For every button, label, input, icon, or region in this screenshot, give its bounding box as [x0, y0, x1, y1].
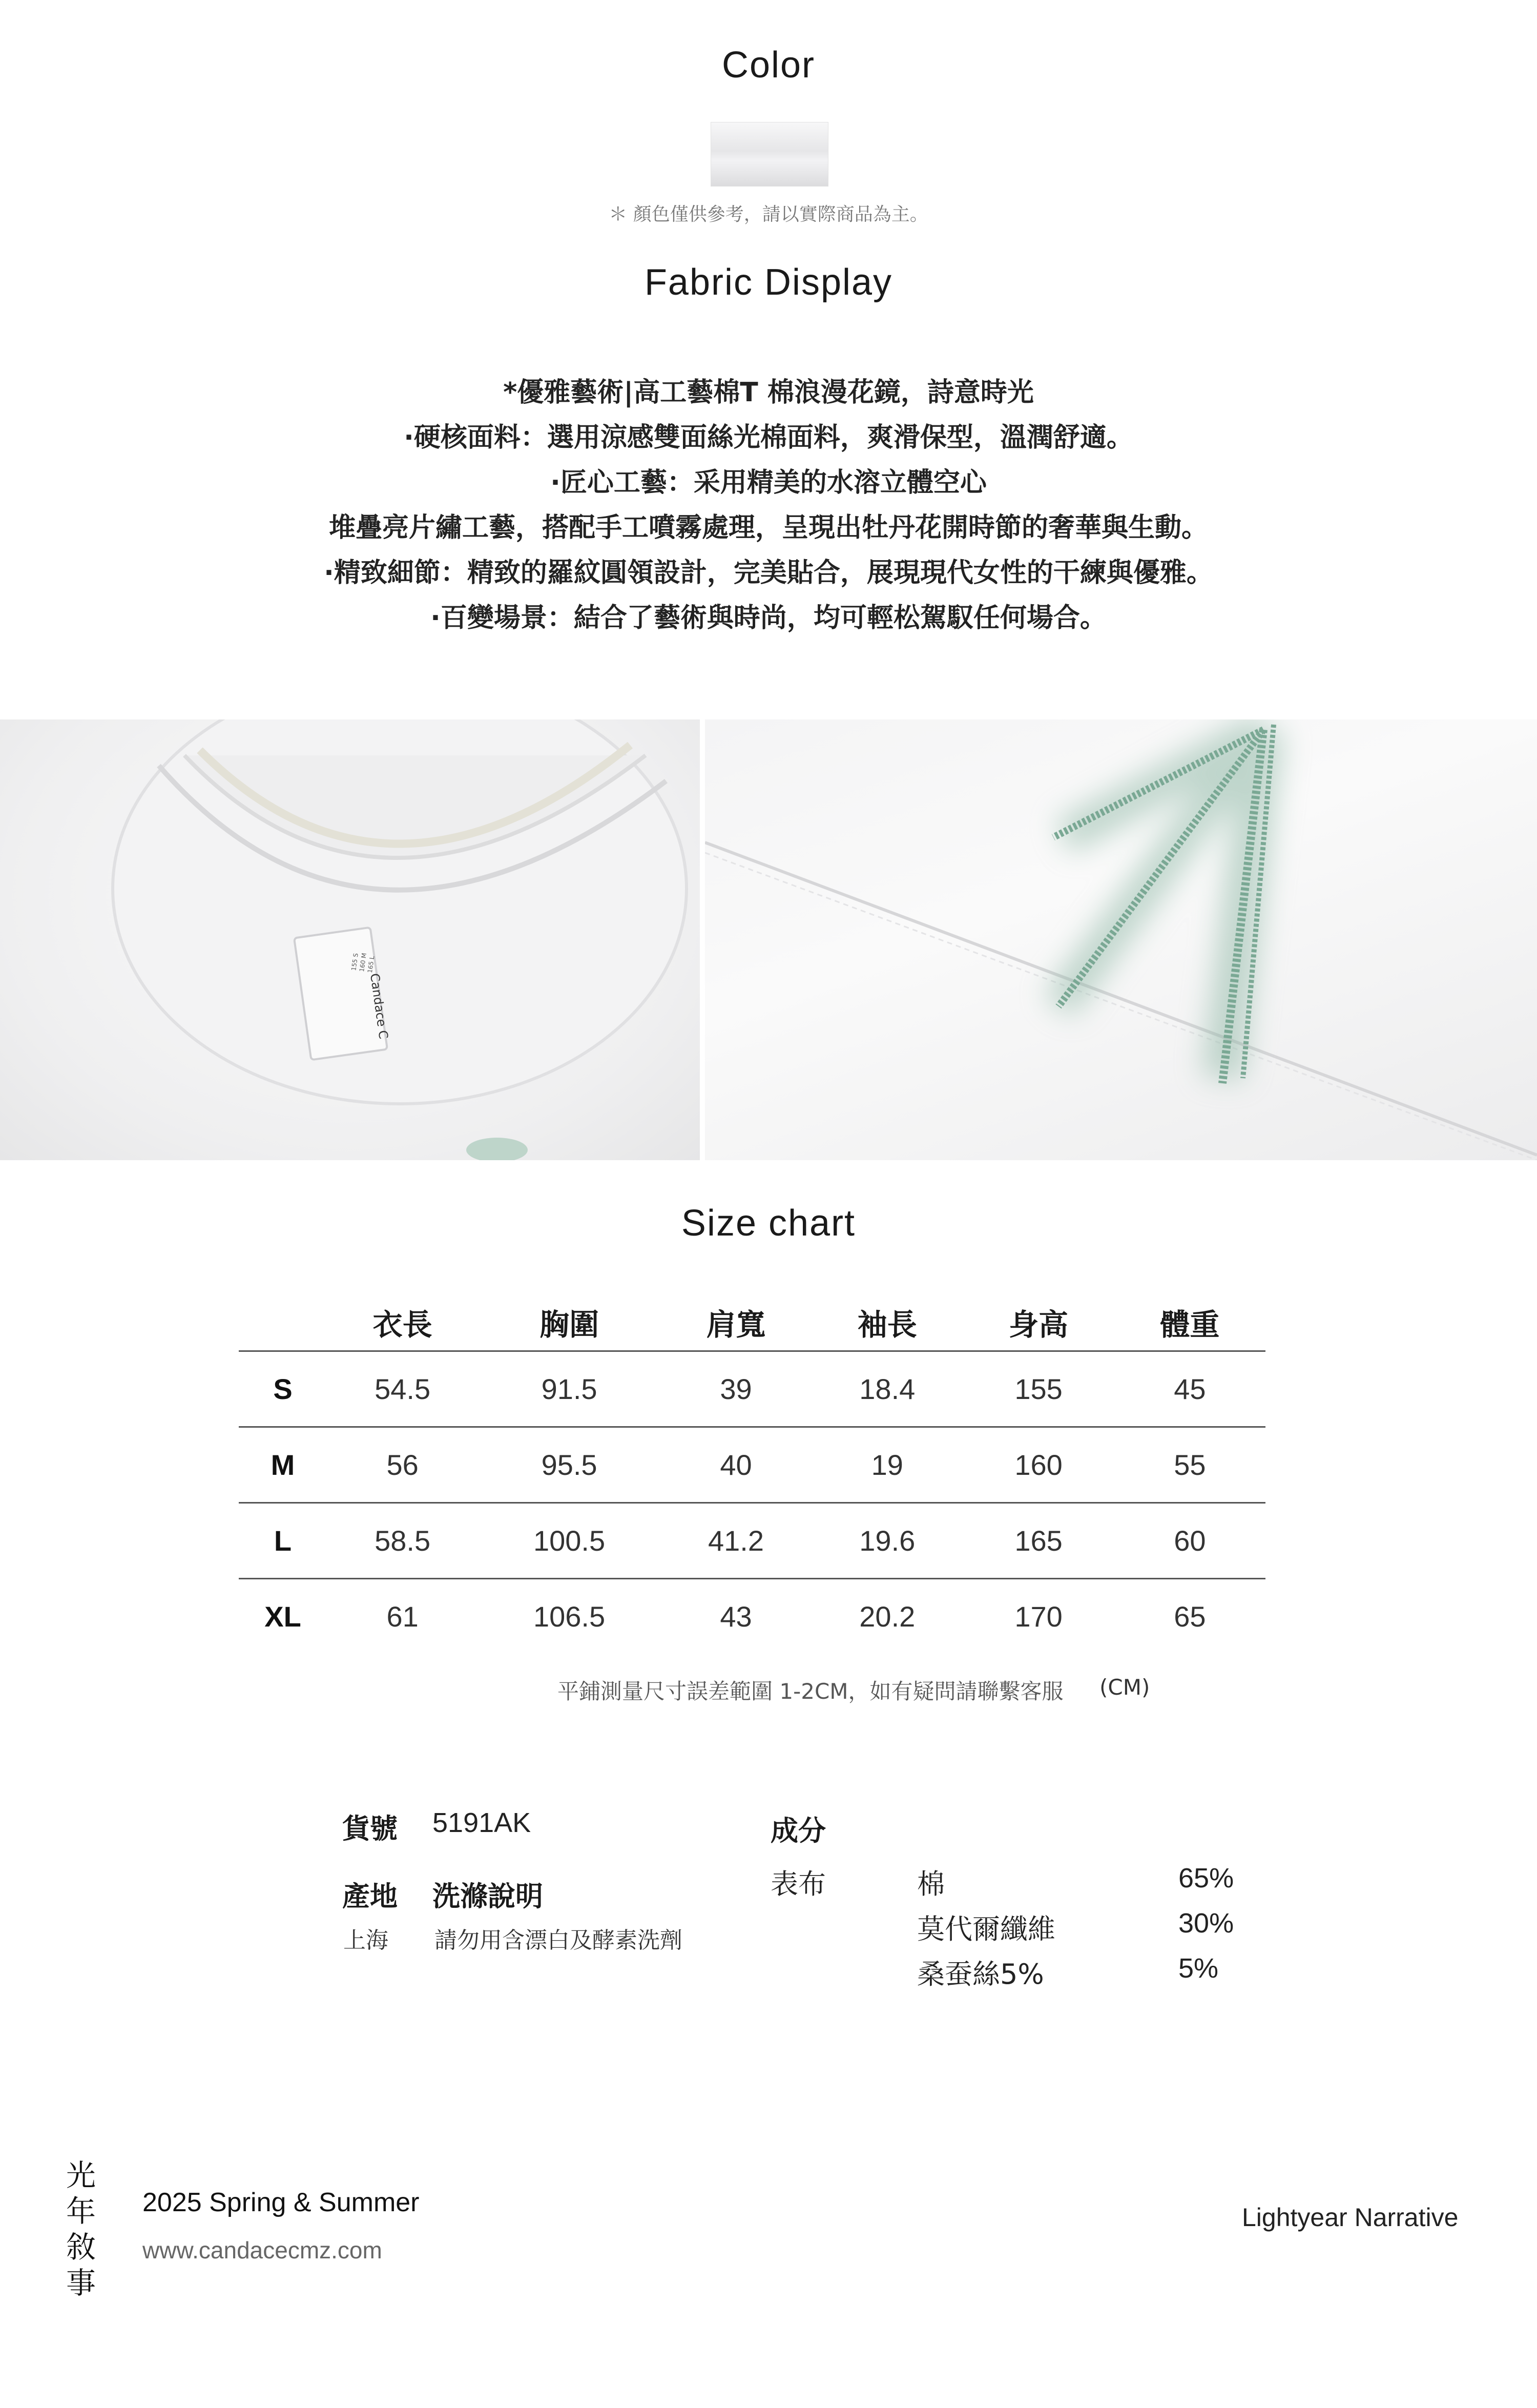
size-cell: 155	[963, 1351, 1114, 1427]
size-cell: 54.5	[327, 1351, 478, 1427]
fabric-line: ·精致細節：精致的羅紋圓領設計，完美貼合，展現現代女性的干練與優雅。	[324, 558, 1213, 588]
website-link[interactable]: www.candacecmz.com	[142, 2237, 382, 2263]
size-chart-title: Size chart	[681, 1203, 856, 1244]
tagline-text: Lightyear Narrative	[1242, 2203, 1459, 2232]
wash-instructions: 請勿用含漂白及酵素洗劑	[434, 1927, 682, 1953]
size-header-blank	[239, 1294, 327, 1351]
material-name: 桑蚕絲5%	[917, 1958, 1044, 1990]
brand-label: Candace	[367, 972, 389, 1028]
size-header: 身高	[963, 1294, 1114, 1351]
origin-label: 產地	[342, 1880, 398, 1912]
embroidery-detail-photo	[705, 719, 1537, 1160]
material-pct: 5%	[1178, 1953, 1219, 1984]
size-chart-table	[239, 1294, 1265, 1654]
size-cell: 91.5	[478, 1351, 660, 1427]
table-row	[239, 1579, 1265, 1654]
size-unit: (CM)	[1099, 1675, 1150, 1700]
size-cell: 65	[1174, 1600, 1206, 1633]
care-tag-text: 155 S 160 M 165 L	[350, 952, 376, 974]
logo-char: 事	[66, 2266, 96, 2300]
size-cell: 100.5	[478, 1503, 660, 1579]
size-chart-header-row	[239, 1294, 1265, 1351]
size-cell: 106.5	[533, 1600, 606, 1633]
color-title: Color	[721, 45, 816, 86]
fabric-line: 堆疊亮片繡工藝，搭配手工噴霧處理，呈現出牡丹花開時節的奢華與生動。	[328, 512, 1208, 543]
size-cell: 19	[812, 1427, 963, 1503]
logo-char: 年	[66, 2194, 96, 2229]
size-cell: 60	[1114, 1503, 1265, 1579]
season-text: 2025 Spring & Summer	[142, 2188, 420, 2217]
size-cell: 58.5	[327, 1503, 478, 1579]
table-row	[239, 1351, 1265, 1427]
brand-logo-vertical	[65, 2157, 97, 2301]
wash-label: 洗滌說明	[432, 1880, 543, 1912]
size-header: 衣長	[327, 1294, 478, 1351]
size-cell: 95.5	[478, 1427, 660, 1503]
material-name: 莫代爾纖維	[917, 1913, 1055, 1945]
size-cell: 39	[660, 1351, 812, 1427]
fabric-line: ·匠心工藝：采用精美的水溶立體空心	[550, 467, 987, 498]
logo-char: 光	[66, 2158, 96, 2193]
size-cell: 40	[660, 1427, 812, 1503]
fabric-line: *優雅藝術|高工藝棉T 棉浪漫花鏡，詩意時光	[503, 377, 1034, 408]
size-header: 袖長	[812, 1294, 963, 1351]
logo-char: 敘	[66, 2230, 96, 2265]
collar-detail-photo	[0, 719, 700, 1160]
size-cell: 45	[1114, 1351, 1265, 1427]
size-cell: 61	[386, 1600, 419, 1633]
material-name: 棉	[917, 1868, 945, 1900]
size-label: M	[239, 1427, 327, 1503]
size-chart-note: 平鋪測量尺寸誤差範圍 1-2CM，如有疑問請聯繫客服	[557, 1679, 1064, 1704]
composition-label: 成分	[771, 1815, 826, 1847]
collar-illustration	[0, 719, 700, 1160]
item-no-value: 5191AK	[432, 1807, 531, 1838]
color-swatch[interactable]	[711, 122, 828, 187]
size-header: 胸圍	[478, 1294, 660, 1351]
size-header: 體重	[1114, 1294, 1265, 1351]
size-label: S	[239, 1351, 327, 1427]
item-no-label: 貨號	[342, 1813, 398, 1845]
fabric-title: Fabric Display	[644, 262, 893, 303]
size-cell: 160	[963, 1427, 1114, 1503]
color-note: ＊ 顏色僅供參考，請以實際商品為主。	[609, 204, 928, 225]
size-cell: 20.2	[859, 1600, 916, 1633]
origin-value: 上海	[343, 1927, 388, 1953]
size-label: L	[239, 1503, 327, 1579]
size-cell: 18.4	[812, 1351, 963, 1427]
table-row	[239, 1503, 1265, 1579]
size-label: XL	[264, 1600, 301, 1633]
fabric-line: ·百變場景：結合了藝術與時尚，均可輕松駕馭任何場合。	[430, 603, 1107, 633]
fabric-description	[0, 370, 1537, 641]
size-cell: 19.6	[812, 1503, 963, 1579]
size-cell: 170	[1014, 1600, 1063, 1633]
size-cell: 41.2	[660, 1503, 812, 1579]
size-cell: 56	[327, 1427, 478, 1503]
fabric-label: 表布	[771, 1868, 826, 1900]
size-cell: 55	[1114, 1427, 1265, 1503]
fabric-line: ·硬核面料：選用涼感雙面絲光棉面料，爽滑保型，溫潤舒適。	[404, 422, 1133, 453]
material-pct: 65%	[1178, 1863, 1234, 1894]
size-header: 肩寬	[660, 1294, 812, 1351]
embroidery-illustration	[705, 719, 1537, 1160]
size-cell: 165	[963, 1503, 1114, 1579]
table-row	[239, 1427, 1265, 1503]
material-pct: 30%	[1178, 1908, 1234, 1939]
size-cell: 43	[720, 1600, 752, 1633]
